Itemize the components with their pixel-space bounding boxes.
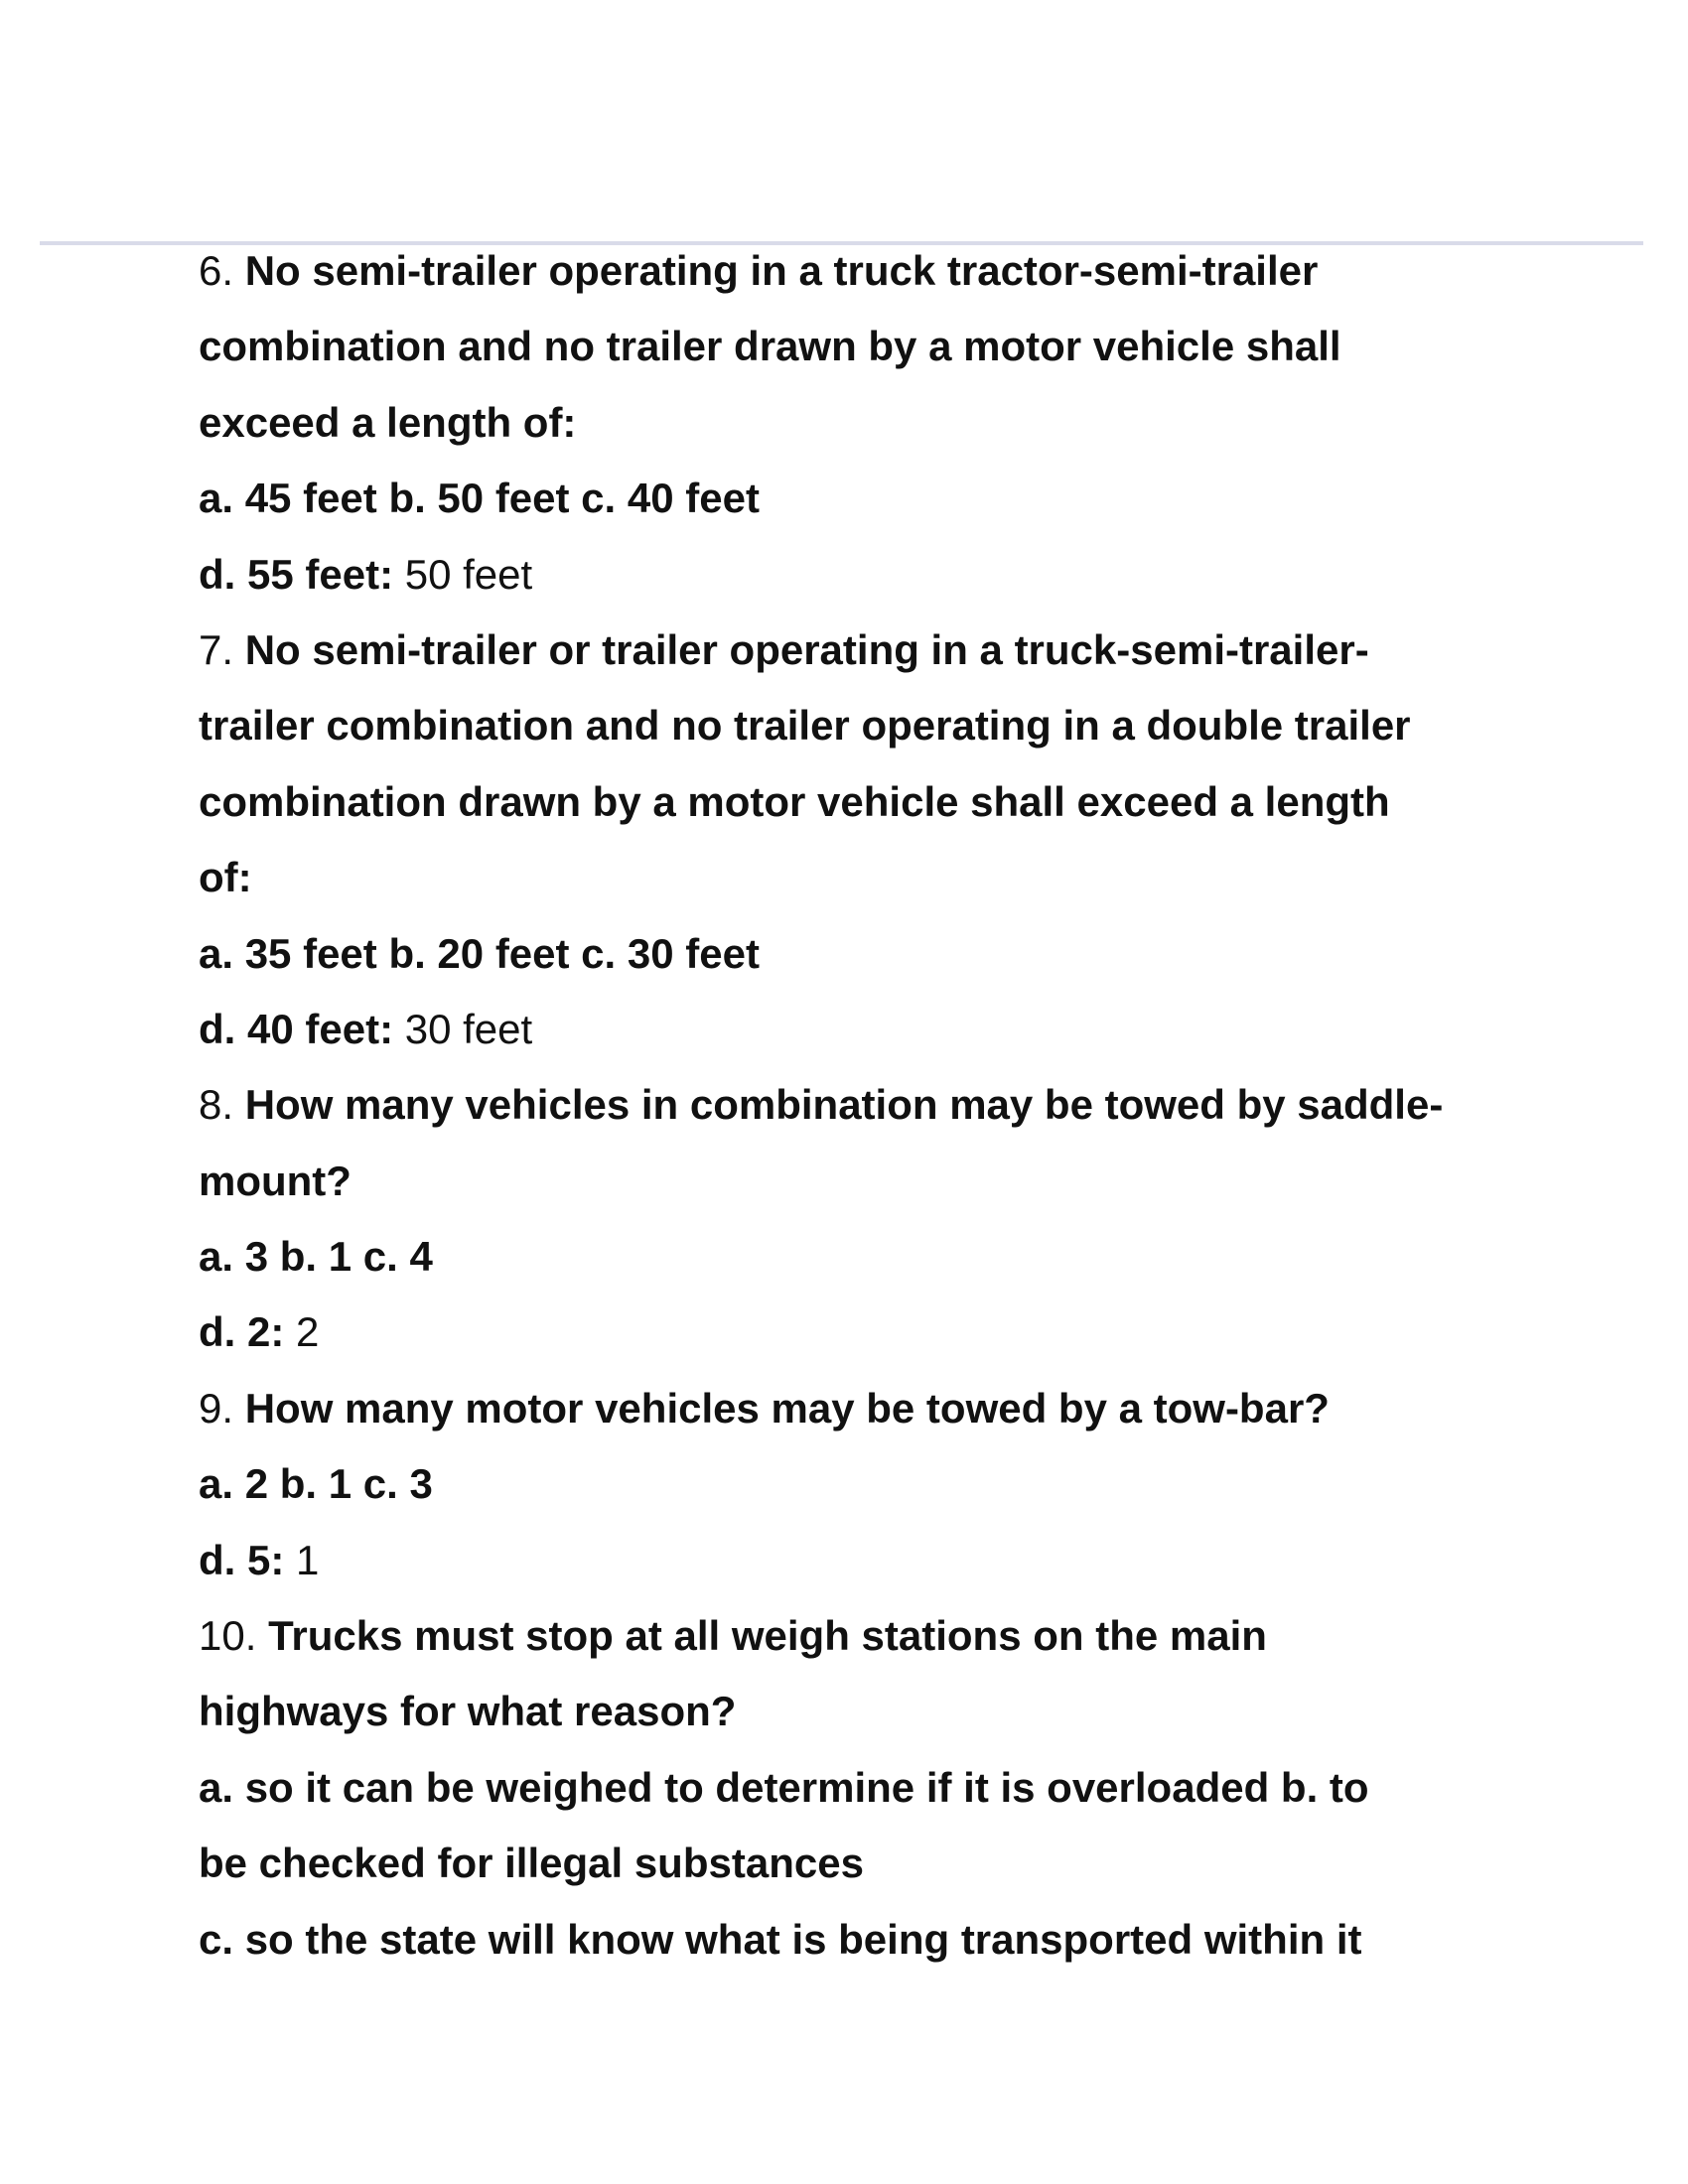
question-6-line-1 [199, 233, 1529, 309]
question-number: 7. [199, 625, 234, 673]
question-9-line-1 [199, 1371, 1529, 1446]
last-option: d. 5: [199, 1536, 285, 1583]
question-7-line-4: of: [199, 854, 252, 901]
answer-text: 50 feet [404, 550, 533, 598]
last-option: d. 2: [199, 1308, 285, 1356]
question-text: No semi-trailer operating in a truck tractor-semi-trailer [244, 247, 1319, 294]
last-option: d. 55 feet: [199, 550, 394, 598]
question-text: How many motor vehicles may be towed by a tow-bar? [244, 1384, 1330, 1432]
question-number: 6. [199, 247, 234, 294]
question-8-answer-line [199, 1295, 1529, 1370]
answer-text: 2 [296, 1308, 320, 1356]
question-9-options: a. 2 b. 1 c. 3 [199, 1460, 433, 1508]
question-number: 8. [199, 1081, 234, 1129]
question-10-line-2: highways for what reason? [199, 1688, 737, 1735]
question-6-line-2: combination and no trailer drawn by a motor vehicle shall [199, 323, 1341, 370]
question-text: How many vehicles in combination may be towed by saddle- [244, 1081, 1444, 1129]
question-text: Trucks must stop at all weigh stations on the main [268, 1612, 1267, 1660]
question-7-answer-line [199, 992, 1529, 1067]
question-7-line-2: trailer combination and no trailer operating in a double trailer [199, 702, 1411, 750]
question-8-line-2: mount? [199, 1157, 352, 1204]
question-7-options: a. 35 feet b. 20 feet c. 30 feet [199, 929, 760, 977]
question-8-options: a. 3 b. 1 c. 4 [199, 1233, 433, 1281]
last-option: d. 40 feet: [199, 1005, 394, 1052]
answer-text: 1 [296, 1536, 320, 1583]
quiz-content [199, 233, 1529, 1978]
question-6-answer-line [199, 537, 1529, 613]
question-number: 9. [199, 1384, 234, 1432]
question-9-answer-line [199, 1523, 1529, 1598]
question-10-option-line-1: a. so it can be weighed to determine if it is overloaded b. to [199, 1763, 1369, 1811]
answer-text: 30 feet [404, 1005, 533, 1052]
question-10-option-line-3: c. so the state will know what is being transported within it [199, 1915, 1362, 1963]
question-6-line-3: exceed a length of: [199, 398, 577, 446]
question-8-line-1 [199, 1067, 1529, 1143]
question-number: 10. [199, 1612, 257, 1660]
question-7-line-3: combination drawn by a motor vehicle shall exceed a length [199, 777, 1390, 825]
question-10-line-1 [199, 1598, 1529, 1674]
question-7-line-1 [199, 613, 1529, 688]
question-6-options: a. 45 feet b. 50 feet c. 40 feet [199, 475, 760, 522]
question-10-option-line-2: be checked for illegal substances [199, 1840, 864, 1887]
question-text: No semi-trailer or trailer operating in a truck-semi-trailer- [244, 625, 1369, 673]
